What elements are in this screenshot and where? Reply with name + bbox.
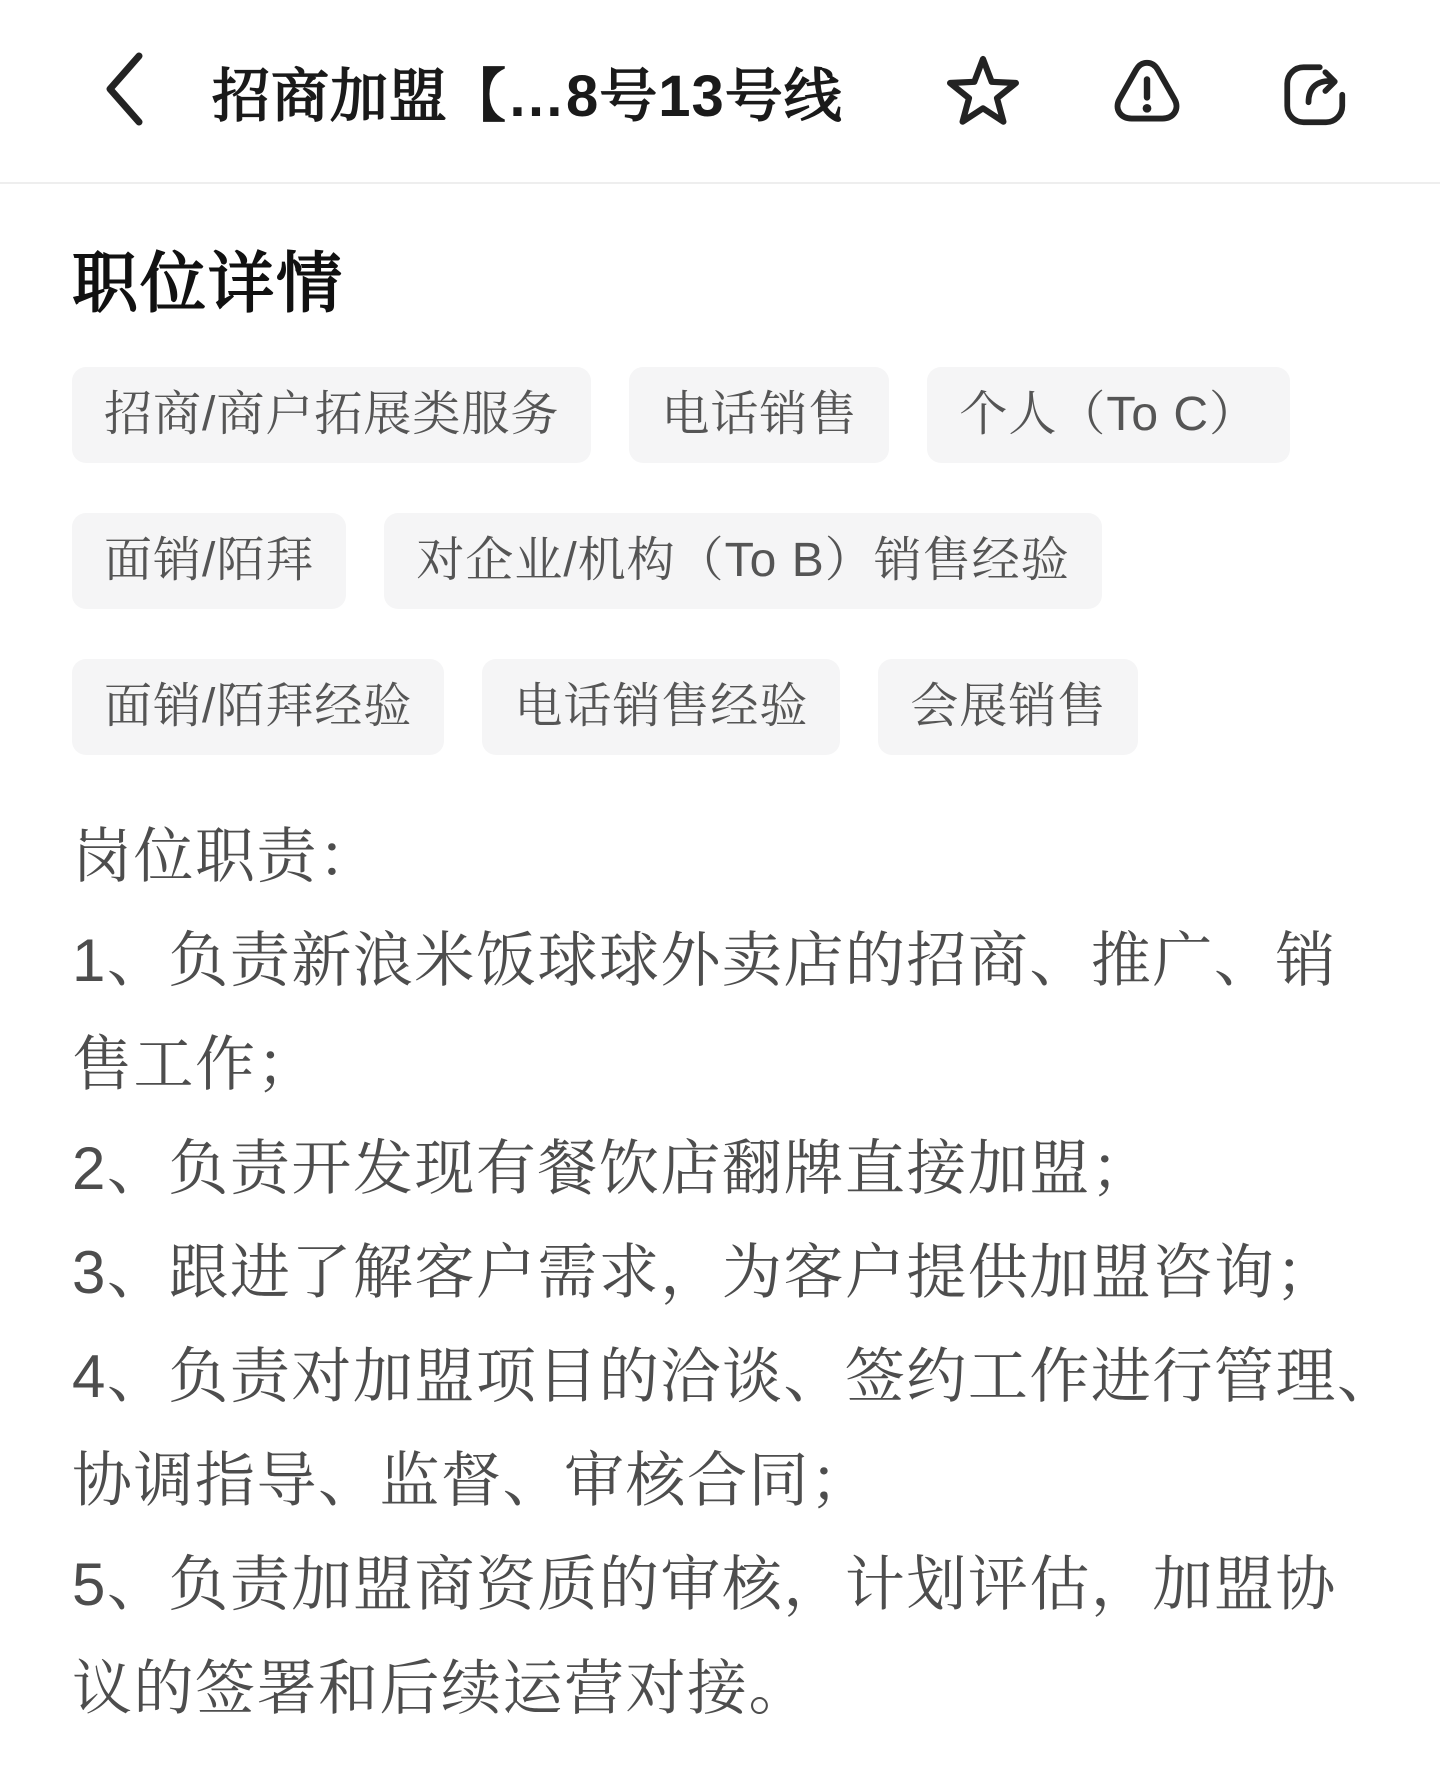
nav-bar (0, 0, 1440, 184)
description-line: 岗位职责： (72, 822, 380, 890)
job-tag: 面销/陌拜 (72, 513, 346, 609)
job-tag: 电话销售 (629, 367, 889, 463)
description-line: 售工作； (72, 1030, 318, 1098)
description-line: 3、跟进了解客户需求，为客户提供加盟咨询； (72, 1238, 1337, 1306)
favorite-button[interactable] (942, 50, 1024, 132)
description-line: 1、负责新浪米饭球球外卖店的招商、推广、销 (72, 926, 1337, 994)
description-line: 4、负责对加盟项目的洽谈、签约工作进行管理、 (72, 1342, 1399, 1410)
report-button[interactable] (1106, 50, 1188, 132)
job-tag: 面销/陌拜经验 (72, 659, 444, 755)
job-tag: 会展销售 (878, 659, 1138, 755)
alert-icon (1106, 50, 1188, 132)
section-title: 职位详情 (72, 246, 344, 320)
share-button[interactable] (1270, 50, 1352, 132)
nav-actions (942, 50, 1352, 132)
back-button[interactable] (98, 49, 150, 133)
description-line: 议的签署和后续运营对接。 (72, 1654, 810, 1722)
job-description (72, 805, 1399, 1741)
page-title: 招商加盟【…8号13号线 (212, 64, 843, 129)
description-line: 5、负责加盟商资质的审核，计划评估，加盟协 (72, 1550, 1337, 1618)
description-line: 协调指导、监督、审核合同； (72, 1446, 872, 1514)
job-detail-section (0, 242, 1440, 1741)
description-line: 2、负责开发现有餐饮店翻牌直接加盟； (72, 1134, 1153, 1202)
chevron-left-icon (101, 49, 147, 134)
job-tag: 个人（To C） (927, 367, 1290, 463)
tags-list (72, 367, 1368, 755)
job-tag: 对企业/机构（To B）销售经验 (384, 513, 1101, 609)
job-tag: 电话销售经验 (482, 659, 840, 755)
share-icon (1271, 51, 1351, 131)
job-tag: 招商/商户拓展类服务 (72, 367, 591, 463)
star-icon (943, 51, 1023, 131)
